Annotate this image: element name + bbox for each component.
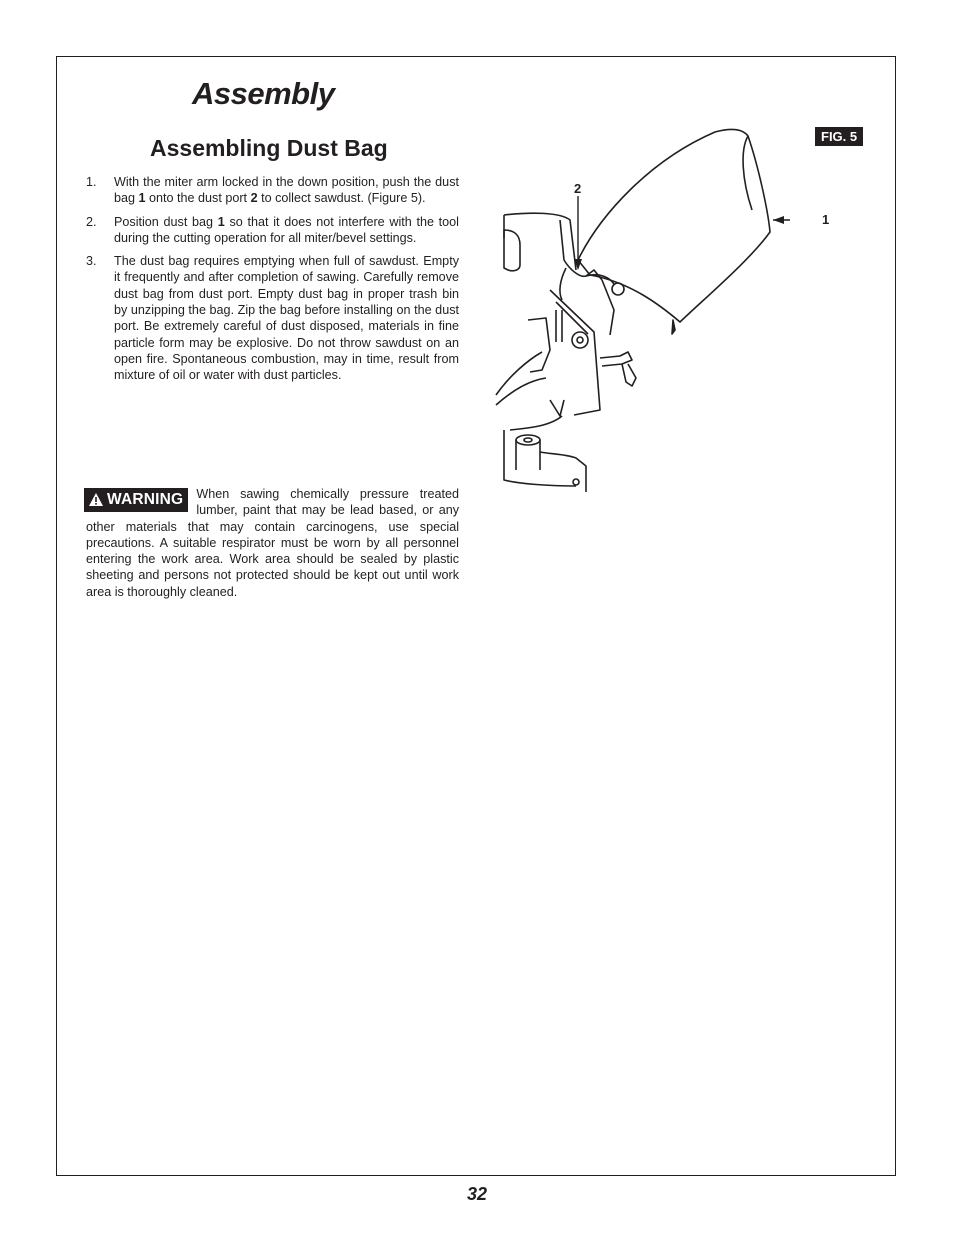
warning-badge xyxy=(84,488,188,512)
dust-bag-illustration xyxy=(490,120,790,500)
warning-label: WARNING xyxy=(107,491,184,508)
warning-triangle-icon xyxy=(88,492,104,507)
callout-ref: 1 xyxy=(217,214,225,229)
warning-text: When sawing chemically pressure treated lumber, paint that may be lead based, or any other materials that may contain carcinogens, use special precautions. A suitable respirator must be worn by all personnel entering the work area. Work area should be sealed by plastic sheeting and persons not protected should be kept out until work area is thoroughly cleaned. xyxy=(86,487,459,599)
step-text: Position dust bag 1 so that it does not interfere with the tool during the cutting operation for all miter/bevel settings. xyxy=(114,214,459,245)
step-text: With the miter arm locked in the down position, push the dust bag 1 onto the dust port 2 to collect sawdust. (Figure 5). xyxy=(114,175,459,206)
warning-notice xyxy=(86,486,459,600)
instruction-step xyxy=(86,214,459,247)
instruction-step xyxy=(86,174,459,207)
subsection-title: Assembling Dust Bag xyxy=(150,135,388,161)
instruction-list xyxy=(86,174,459,391)
callout-2: 2 xyxy=(574,181,582,196)
figure-label: FIG. 5 xyxy=(815,127,863,146)
step-number: 1. xyxy=(86,175,97,189)
step-number: 3. xyxy=(86,254,97,269)
step-text: The dust bag requires emptying when full of sawdust. Empty it frequently and after completion of sawing. Carefully remove dust bag from dust port. Empty dust bag in proper trash bin by unzipping the bag. Zip the bag before installing on the dust port. Be extremely careful of dust disposed, materials in fine particle form may be explosive. Do not throw sawdust on an open fire. Spontaneous combustion, may in time, result from mixture of oil or water with dust particles. xyxy=(114,254,459,383)
callout-ref: 2 xyxy=(250,191,258,206)
section-title: Assembly xyxy=(192,76,335,111)
page-number: 32 xyxy=(466,1184,488,1204)
callout-ref: 1 xyxy=(138,191,146,206)
instruction-step xyxy=(86,253,459,383)
callout-1: 1 xyxy=(822,212,830,227)
step-number: 2. xyxy=(86,214,97,229)
